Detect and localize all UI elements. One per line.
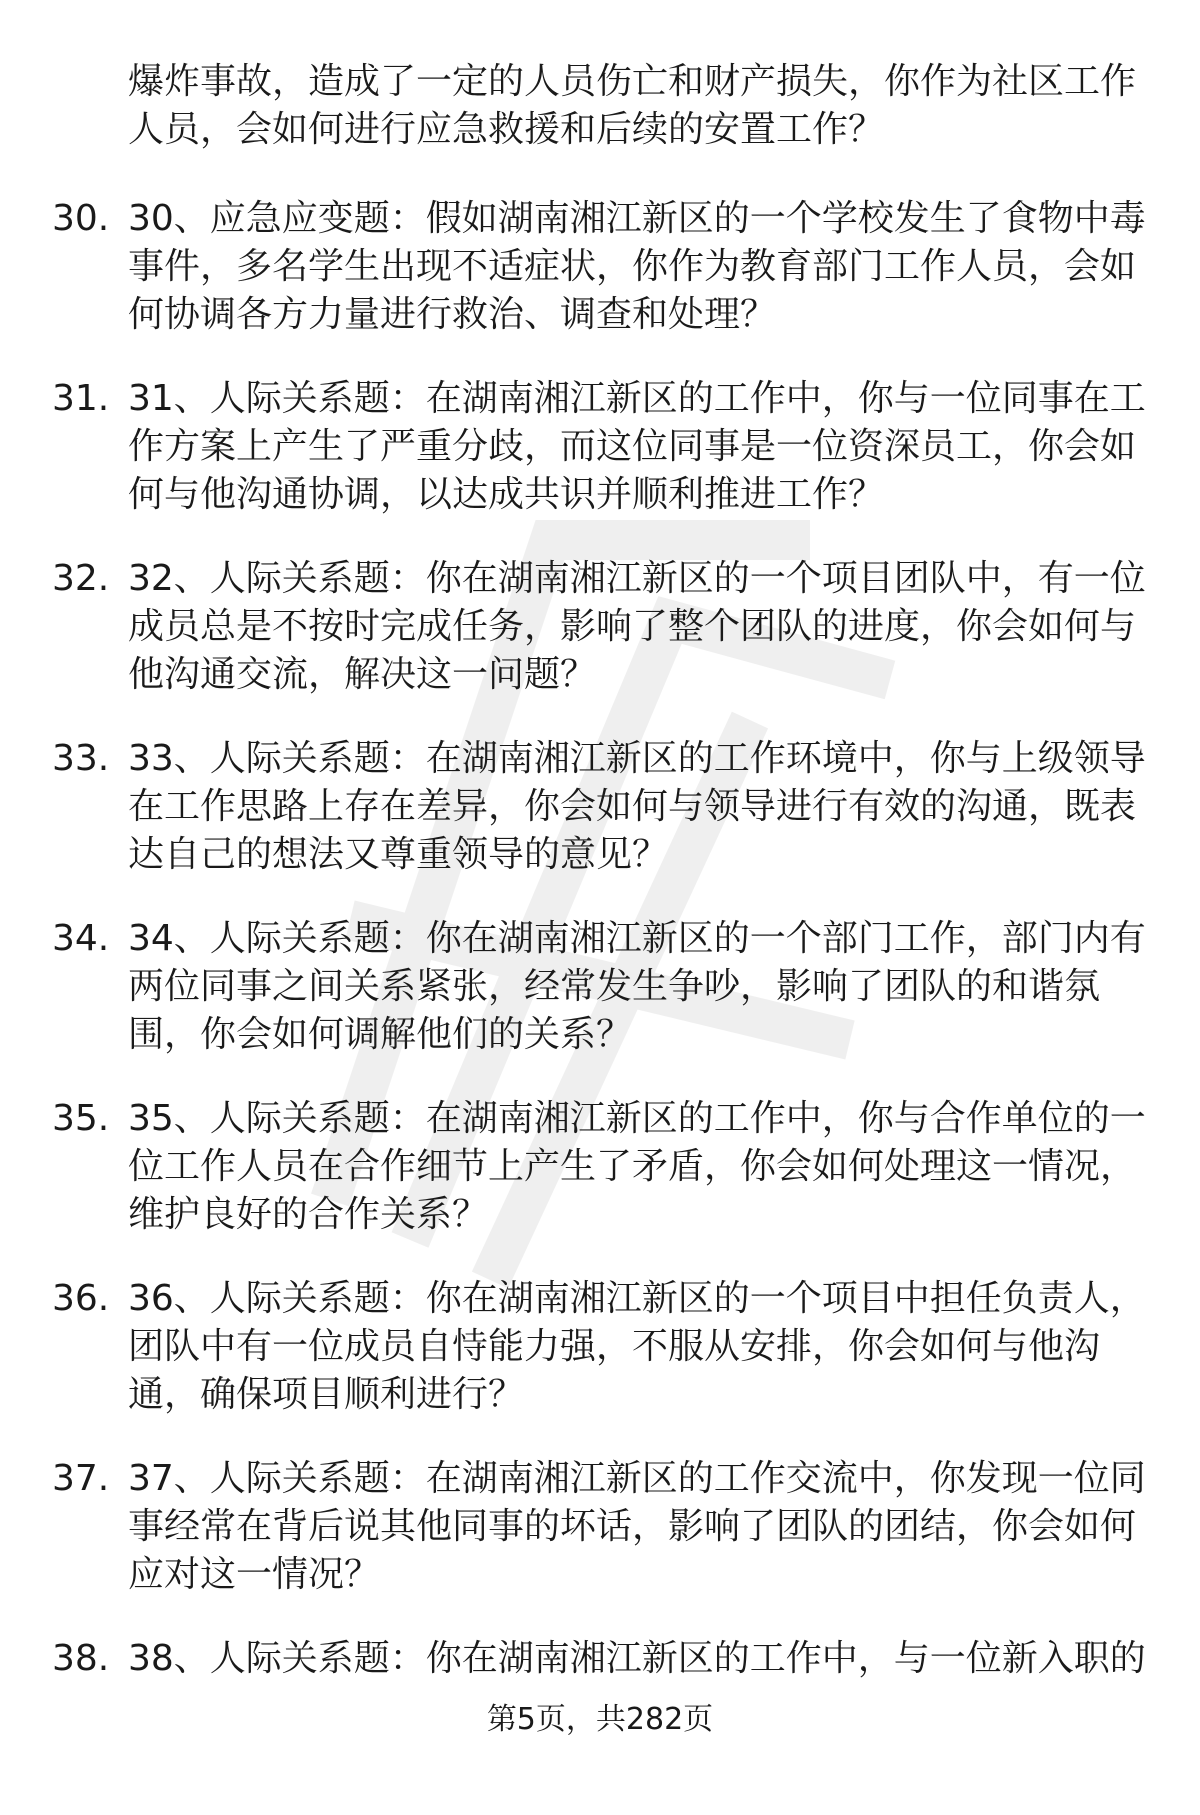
item-number: 37. [52, 1458, 110, 1499]
question-text: 32、人际关系题：你在湖南湘江新区的一个项目团队中，有一位成员总是不按时完成任务，影响了整个团队的进度，你会如何与他沟通交流，解决这一问题？ [128, 558, 1146, 695]
item-number: 36. [52, 1278, 110, 1319]
list-item [0, 915, 1200, 1095]
question-text: 37、人际关系题：在湖南湘江新区的工作交流中，你发现一位同事经常在背后说其他同事的坏话，影响了团队的团结，你会如何应对这一情况？ [128, 1458, 1146, 1595]
page-footer: 第5页，共282页 [486, 1702, 714, 1737]
list-item [0, 735, 1200, 915]
item-number: 31. [52, 378, 110, 419]
item-number: 33. [52, 738, 110, 779]
list-item [0, 1275, 1200, 1455]
question-text: 38、人际关系题：你在湖南湘江新区的工作中，与一位新入职的 [128, 1638, 1146, 1679]
question-text: 31、人际关系题：在湖南湘江新区的工作中，你与一位同事在工作方案上产生了严重分歧，而这位同事是一位资深员工，你会如何与他沟通协调，以达成共识并顺利推进工作？ [128, 378, 1146, 515]
item-number: 32. [52, 558, 110, 599]
question-text: 35、人际关系题：在湖南湘江新区的工作中，你与合作单位的一位工作人员在合作细节上产生了矛盾，你会如何处理这一情况，维护良好的合作关系？ [128, 1098, 1146, 1235]
intro-text: 爆炸事故，造成了一定的人员伤亡和财产损失，你作为社区工作人员，会如何进行应急救援和后续的安置工作？ [128, 61, 1137, 150]
question-list [0, 195, 1200, 1815]
item-number: 30. [52, 198, 110, 239]
item-number: 34. [52, 918, 110, 959]
question-text: 34、人际关系题：你在湖南湘江新区的一个部门工作，部门内有两位同事之间关系紧张，经常发生争吵，影响了团队的和谐氛围，你会如何调解他们的关系？ [128, 918, 1146, 1055]
item-number: 35. [52, 1098, 110, 1139]
question-text: 33、人际关系题：在湖南湘江新区的工作环境中，你与上级领导在工作思路上存在差异，你会如何与领导进行有效的沟通，既表达自己的想法又尊重领导的意见？ [128, 738, 1146, 875]
item-number: 38. [52, 1638, 110, 1679]
list-item [0, 555, 1200, 735]
list-item [0, 195, 1200, 375]
question-text: 36、人际关系题：你在湖南湘江新区的一个项目中担任负责人，团队中有一位成员自恃能力强，不服从安排，你会如何与他沟通，确保项目顺利进行？ [128, 1278, 1146, 1415]
list-item [0, 1095, 1200, 1275]
list-item [0, 375, 1200, 555]
list-item [0, 1455, 1200, 1635]
question-text: 30、应急应变题：假如湖南湘江新区的一个学校发生了食物中毒事件，多名学生出现不适症状，你作为教育部门工作人员，会如何协调各方力量进行救治、调查和处理？ [128, 198, 1146, 335]
